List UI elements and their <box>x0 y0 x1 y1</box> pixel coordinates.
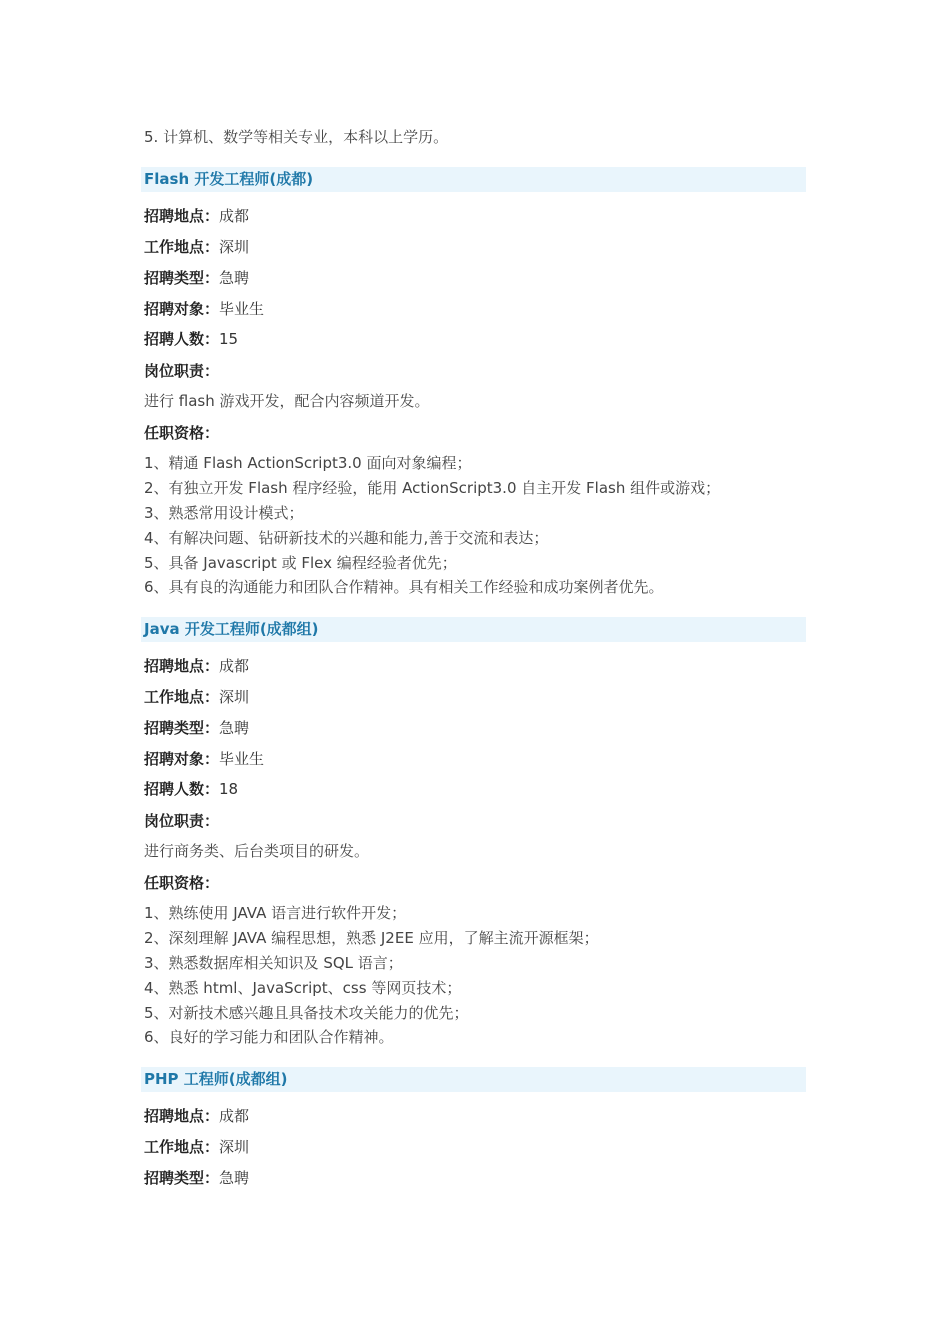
job-workplace-row <box>144 687 249 707</box>
duty-text: 进行商务类、后台类项目的研发。 <box>144 842 370 860</box>
qual-item: 4、熟悉 html、JavaScript、css 等网页技术； <box>144 979 462 997</box>
field-value: 急聘 <box>219 269 250 287</box>
qual-item: 6、具有良的沟通能力和团队合作精神。具有相关工作经验和成功案例者优先。 <box>144 578 664 596</box>
qual-item: 4、有解决问题、钻研新技术的兴趣和能力,善于交流和表达； <box>144 529 549 547</box>
qual-item: 5、具备 Javascript 或 Flex 编程经验者优先； <box>144 554 457 572</box>
field-value: 毕业生 <box>219 300 265 318</box>
qual-label: 任职资格： <box>144 424 220 442</box>
field-value: 成都 <box>219 657 250 675</box>
job-type-row <box>144 718 249 738</box>
duty-label: 岗位职责： <box>144 812 220 830</box>
field-label: 招聘类型： <box>144 719 220 737</box>
qual-item: 2、有独立开发 Flash 程序经验，能用 ActionScript3.0 自主开发 Flash 组件或游戏； <box>144 479 721 497</box>
qual-item: 5、对新技术感兴趣且具备技术攻关能力的优先； <box>144 1004 469 1022</box>
field-label: 招聘地点： <box>144 1107 220 1125</box>
job-title-flash: Flash 开发工程师(成都) <box>141 167 806 192</box>
qual-item: 6、良好的学习能力和团队合作精神。 <box>144 1028 394 1046</box>
field-label: 招聘类型： <box>144 1169 220 1187</box>
field-value: 深圳 <box>219 1138 250 1156</box>
field-label: 招聘对象： <box>144 750 220 768</box>
qual-item: 1、熟练使用 JAVA 语言进行软件开发； <box>144 904 407 922</box>
field-label: 招聘人数： <box>144 330 220 348</box>
job-type-row <box>144 1168 249 1188</box>
job-title-php: PHP 工程师(成都组) <box>141 1067 806 1092</box>
field-value: 15 <box>219 330 239 348</box>
qual-item: 3、熟悉常用设计模式； <box>144 504 304 522</box>
job-count-row <box>144 329 238 349</box>
job-location-row <box>144 656 249 676</box>
job-type-row <box>144 268 249 288</box>
field-value: 急聘 <box>219 1169 250 1187</box>
job-target-row <box>144 299 264 319</box>
field-value: 深圳 <box>219 238 250 256</box>
job-count-row <box>144 779 238 799</box>
field-value: 成都 <box>219 207 250 225</box>
job-workplace-row <box>144 237 249 257</box>
field-label: 招聘人数： <box>144 780 220 798</box>
job-workplace-row <box>144 1137 249 1157</box>
duty-text: 进行 flash 游戏开发，配合内容频道开发。 <box>144 392 430 410</box>
job-location-row <box>144 206 249 226</box>
qual-label: 任职资格： <box>144 874 220 892</box>
field-label: 招聘地点： <box>144 207 220 225</box>
job-location-row <box>144 1106 249 1126</box>
field-value: 18 <box>219 780 239 798</box>
job-target-row <box>144 749 264 769</box>
field-value: 深圳 <box>219 688 250 706</box>
qual-item: 2、深刻理解 JAVA 编程思想，熟悉 J2EE 应用，了解主流开源框架； <box>144 929 599 947</box>
job-title-java: Java 开发工程师(成都组) <box>141 617 806 642</box>
qual-item: 3、熟悉数据库相关知识及 SQL 语言； <box>144 954 403 972</box>
field-value: 急聘 <box>219 719 250 737</box>
field-value: 毕业生 <box>219 750 265 768</box>
field-label: 工作地点： <box>144 238 220 256</box>
qual-item: 1、精通 Flash ActionScript3.0 面向对象编程； <box>144 454 472 472</box>
field-label: 招聘对象： <box>144 300 220 318</box>
field-label: 招聘类型： <box>144 269 220 287</box>
intro-requirement-line: 5. 计算机、数学等相关专业，本科以上学历。 <box>144 128 449 146</box>
field-label: 工作地点： <box>144 1138 220 1156</box>
field-value: 成都 <box>219 1107 250 1125</box>
field-label: 工作地点： <box>144 688 220 706</box>
duty-label: 岗位职责： <box>144 362 220 380</box>
field-label: 招聘地点： <box>144 657 220 675</box>
